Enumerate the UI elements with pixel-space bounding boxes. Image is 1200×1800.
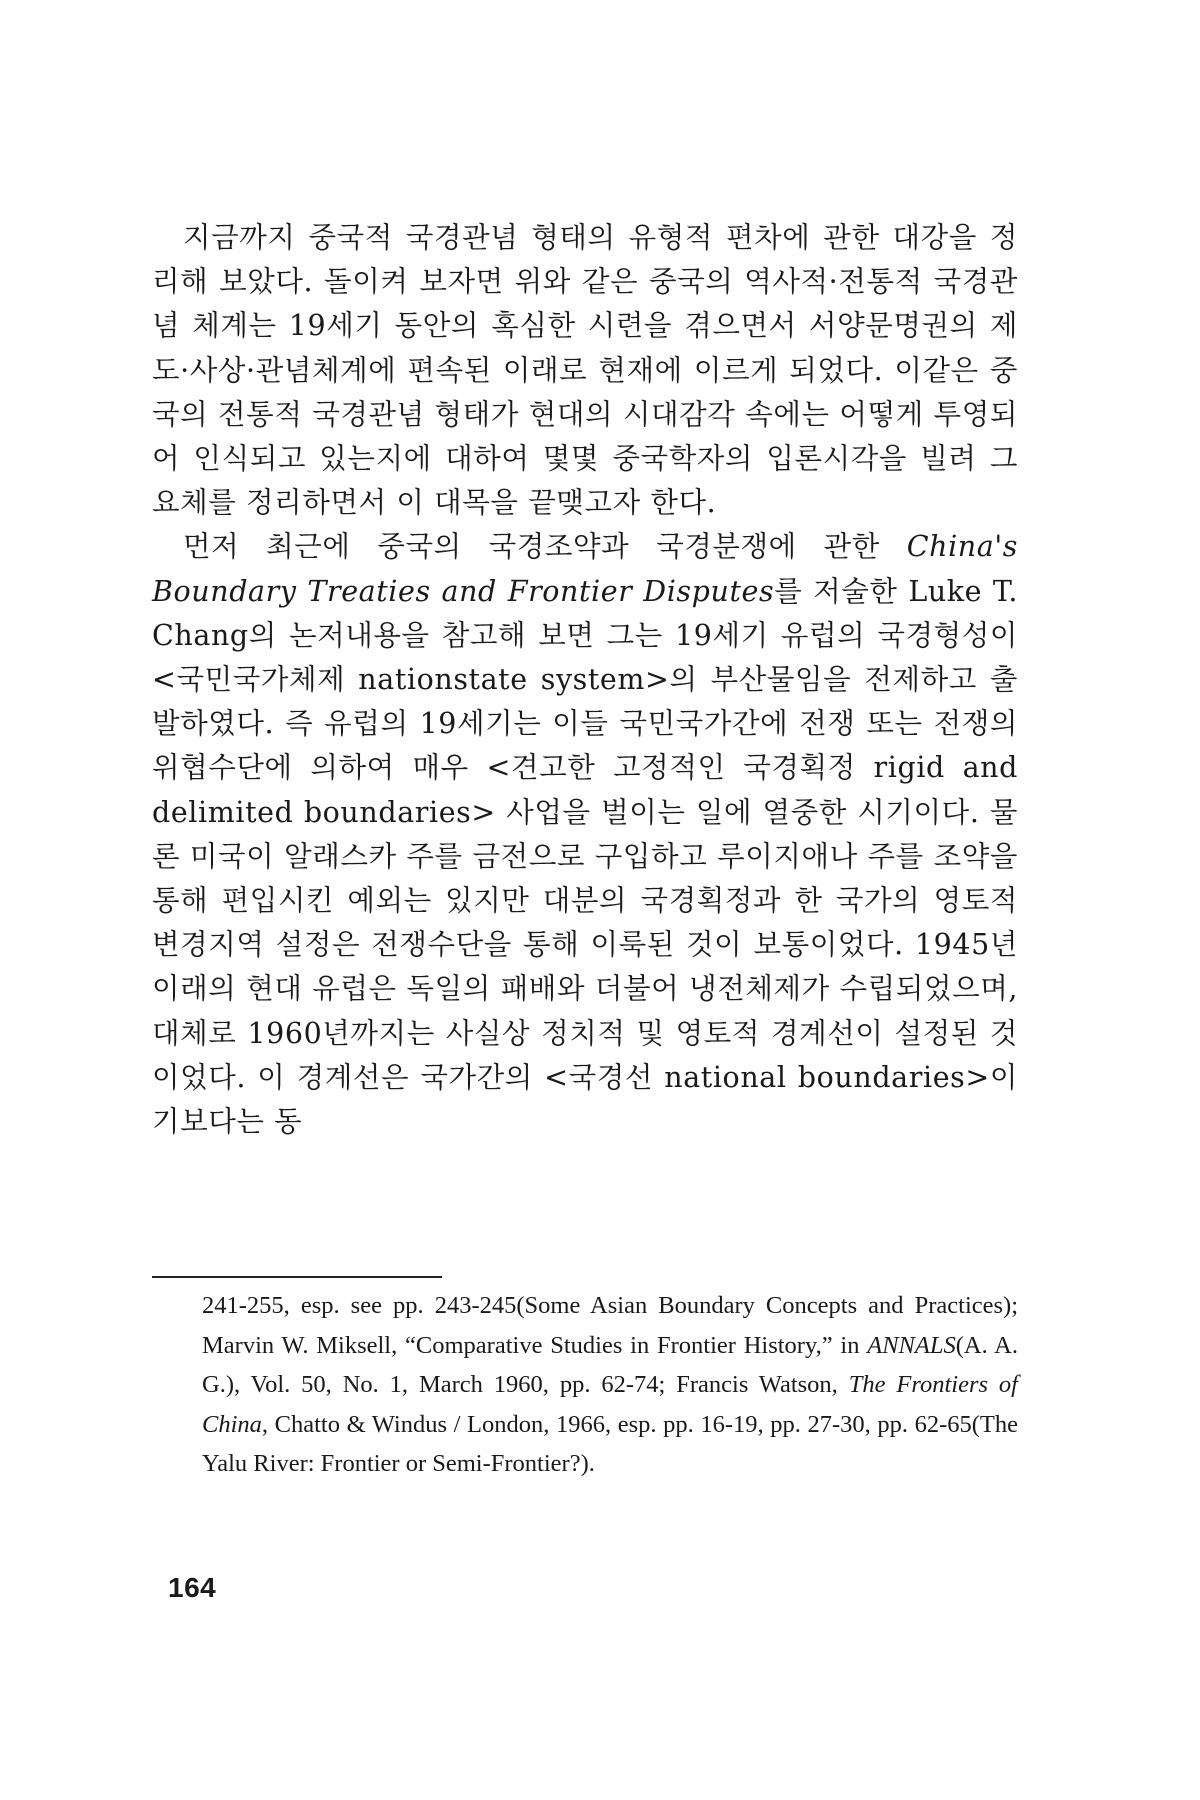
journal-title-annals: ANNALS — [867, 1331, 956, 1359]
paragraph-1: 지금까지 중국적 국경관념 형태의 유형적 편차에 관한 대강을 정리해 보았다. 돌이켜 보자면 위와 같은 중국의 역사적·전통적 국경관념 체계는 19세기 동안의 혹심한 시련을 겪으면서 서양문명권의 제도·사상·관념체계에 편속된 이래로 현재에 이르게 되었다. 이같은 중국의 전통적 국경관념 형태가 현대의 시대감각 속에는 어떻게 투영되어 인식되고 있는지에 대하여 몇몇 중국학자의 입론시각을 빌려 그 요체를 정리하면서 이 대목을 끝맺고자 한다. — [152, 221, 1018, 520]
paragraph-2-start: 먼저 최근에 중국의 국경조약과 국경분쟁에 관한 — [183, 530, 907, 564]
page-number: 164 — [168, 1572, 217, 1603]
footnote-divider — [152, 1276, 442, 1278]
book-title-china-boundary-treaties: China's Boundary Treaties and Frontier Disputes — [152, 530, 1018, 608]
footnote-part-1: 241-255, esp. see pp. 243-245(Some Asian Boundary Concepts and Practices); Marvin W. Miksell, “Comparative Studies in Frontier History,” in — [202, 1292, 1018, 1359]
body-text — [152, 216, 1018, 1144]
book-title-frontiers-of-china: The Frontiers of China — [202, 1371, 1018, 1438]
footnote-part-2: (A. A. G.), Vol. 50, No. 1, March 1960, pp. 62-74; Francis Watson, — [202, 1331, 1018, 1398]
paragraph-2-rest: 를 저술한 Luke T. Chang의 논저내용을 참고해 보면 그는 19세기 유럽의 국경형성이 <국민국가체제 nationstate system>의 부산물임을 전제하고 출발하였다. 즉 유럽의 19세기는 이들 국민국가간에 전쟁 또는 전쟁의 위협수단에 의하여 매우 <견고한 고정적인 국경획정 rigid and delimited boundaries> 사업을 벌이는 일에 열중한 시기이다. 물론 미국이 알래스카 주를 금전으로 구입하고 루이지애나 주를 조약을 통해 편입시킨 예외는 있지만 대분의 국경획정과 한 국가의 영토적 변경지역 설정은 전쟁수단을 통해 이룩된 것이 보통이었다. 1945년 이래의 현대 유럽은 독일의 패배와 더불어 냉전체제가 수립되었으며, 대체로 1960년까지는 사실상 정치적 및 영토적 경계선이 설정된 것이었다. 이 경계선은 국가간의 <국경선 national boundaries>이기보다는 동 — [152, 574, 1019, 1139]
footnote-part-3: , Chatto & Windus / London, 1966, esp. pp. 16-19, pp. 27-30, pp. 62-65(The Yalu River: Frontier or Semi-Frontier?). — [202, 1410, 1018, 1477]
paragraph-2 — [152, 525, 1018, 1144]
footnote — [202, 1286, 1018, 1484]
